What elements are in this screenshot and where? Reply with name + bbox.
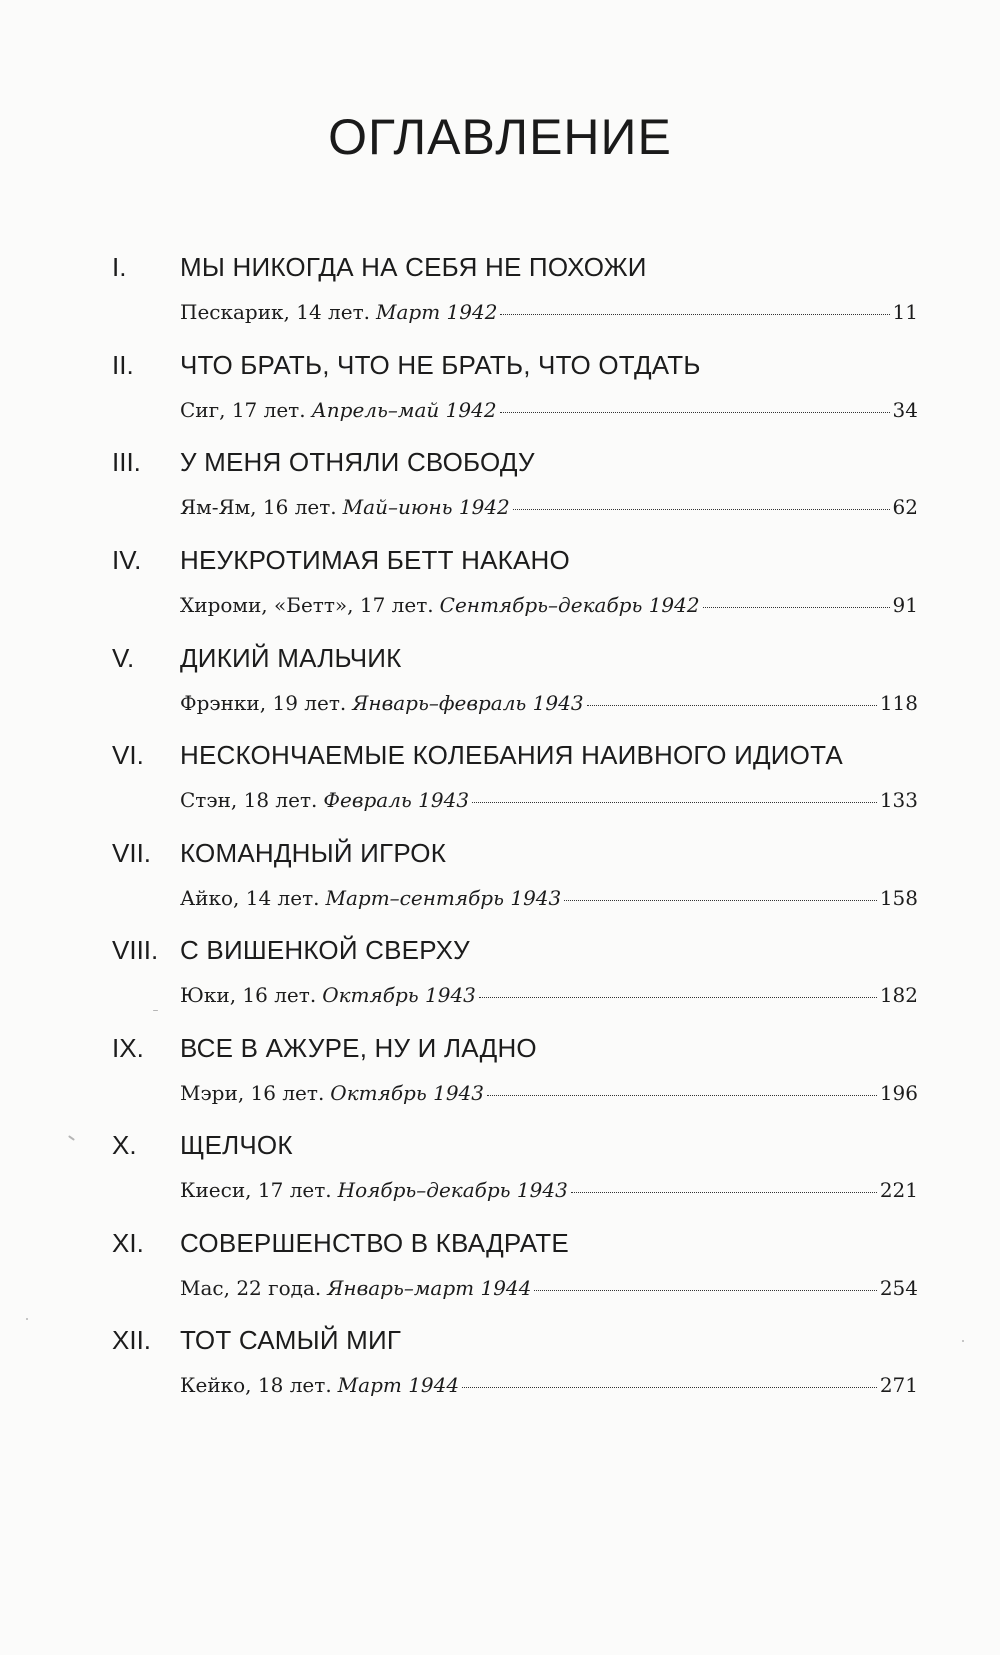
chapter-title: ЩЕЛЧОК bbox=[180, 1130, 293, 1160]
dot-leader bbox=[500, 314, 889, 315]
chapter-numeral: VIII. bbox=[112, 935, 159, 965]
page-number: 118 bbox=[879, 691, 918, 715]
chapter-numeral: XI. bbox=[112, 1228, 144, 1258]
period: Февраль 1943 bbox=[323, 788, 470, 812]
narrator: Пескарик, 14 лет. bbox=[180, 300, 371, 324]
narrator: Мэри, 16 лет. bbox=[180, 1081, 325, 1105]
period: Октябрь 1943 bbox=[322, 983, 476, 1007]
toc-entry[interactable] bbox=[0, 740, 1000, 840]
chapter-subline bbox=[180, 593, 918, 627]
chapter-subline bbox=[180, 788, 918, 822]
chapter-title: У МЕНЯ ОТНЯЛИ СВОБОДУ bbox=[180, 447, 535, 477]
chapter-numeral: VII. bbox=[112, 838, 152, 868]
toc-entry[interactable] bbox=[0, 1325, 1000, 1425]
chapter-numeral: IX. bbox=[112, 1033, 144, 1063]
chapter-title: С ВИШЕНКОЙ СВЕРХУ bbox=[180, 935, 470, 965]
dot-leader bbox=[500, 412, 890, 413]
toc-entry[interactable] bbox=[0, 643, 1000, 743]
toc-entry[interactable] bbox=[0, 1033, 1000, 1133]
narrator: Мас, 22 года. bbox=[180, 1276, 322, 1300]
page-number: 254 bbox=[879, 1276, 918, 1300]
chapter-numeral: XII. bbox=[112, 1325, 152, 1355]
chapter-title: МЫ НИКОГДА НА СЕБЯ НЕ ПОХОЖИ bbox=[180, 252, 647, 282]
toc-entry[interactable] bbox=[0, 935, 1000, 1035]
narrator: Киеси, 17 лет. bbox=[180, 1178, 332, 1202]
narrator: Хироми, «Бетт», 17 лет. bbox=[180, 593, 434, 617]
period: Март–сентябрь 1943 bbox=[325, 886, 562, 910]
page-number: 271 bbox=[879, 1373, 918, 1397]
toc-entry[interactable] bbox=[0, 1228, 1000, 1328]
dot-leader bbox=[513, 509, 890, 510]
narrator: Айко, 14 лет. bbox=[180, 886, 320, 910]
narrator: Фрэнки, 19 лет. bbox=[180, 691, 347, 715]
period: Май–июнь 1942 bbox=[342, 495, 510, 519]
chapter-numeral: III. bbox=[112, 447, 141, 477]
chapter-subline bbox=[180, 398, 918, 432]
page-title: ОГЛАВЛЕНИЕ bbox=[328, 109, 672, 165]
chapter-title: НЕСКОНЧАЕМЫЕ КОЛЕБАНИЯ НАИВНОГО ИДИОТА bbox=[180, 740, 843, 770]
dot-leader bbox=[462, 1387, 877, 1388]
scan-speck bbox=[26, 1318, 28, 1320]
period: Апрель–май 1942 bbox=[311, 398, 497, 422]
period: Октябрь 1943 bbox=[330, 1081, 484, 1105]
narrator: Стэн, 18 лет. bbox=[180, 788, 318, 812]
chapter-subline bbox=[180, 886, 918, 920]
dot-leader bbox=[487, 1095, 877, 1096]
page-number: 196 bbox=[879, 1081, 918, 1105]
scan-speck bbox=[962, 1340, 964, 1342]
chapter-subline bbox=[180, 1178, 918, 1212]
period: Январь–февраль 1943 bbox=[352, 691, 584, 715]
dot-leader bbox=[703, 607, 890, 608]
page-number: 62 bbox=[892, 495, 918, 519]
chapter-title: ВСЕ В АЖУРЕ, НУ И ЛАДНО bbox=[180, 1033, 537, 1063]
period: Ноябрь–декабрь 1943 bbox=[337, 1178, 568, 1202]
page-number: 34 bbox=[892, 398, 918, 422]
toc-entry[interactable] bbox=[0, 447, 1000, 547]
chapter-subline bbox=[180, 300, 918, 334]
chapter-title: СОВЕРШЕНСТВО В КВАДРАТЕ bbox=[180, 1228, 569, 1258]
narrator: Кейко, 18 лет. bbox=[180, 1373, 332, 1397]
scan-speck bbox=[153, 1010, 158, 1011]
chapter-subline bbox=[180, 1276, 918, 1310]
toc-entry[interactable] bbox=[0, 350, 1000, 450]
dot-leader bbox=[534, 1290, 876, 1291]
page-number: 133 bbox=[879, 788, 918, 812]
chapter-subline bbox=[180, 983, 918, 1017]
page-number: 11 bbox=[892, 300, 918, 324]
chapter-subline bbox=[180, 1373, 918, 1407]
chapter-title: КОМАНДНЫЙ ИГРОК bbox=[180, 838, 447, 868]
period: Март 1942 bbox=[376, 300, 498, 324]
chapter-title: ДИКИЙ МАЛЬЧИК bbox=[180, 643, 402, 673]
dot-leader bbox=[564, 900, 877, 901]
dot-leader bbox=[479, 997, 877, 998]
page-number: 182 bbox=[879, 983, 918, 1007]
chapter-numeral: I. bbox=[112, 252, 127, 282]
toc-entry[interactable] bbox=[0, 1130, 1000, 1230]
chapter-title: ТОТ САМЫЙ МИГ bbox=[180, 1325, 402, 1355]
chapter-numeral: V. bbox=[112, 643, 135, 673]
narrator: Юки, 16 лет. bbox=[180, 983, 317, 1007]
period: Сентябрь–декабрь 1942 bbox=[439, 593, 700, 617]
toc-entry[interactable] bbox=[0, 838, 1000, 938]
period: Март 1944 bbox=[337, 1373, 460, 1397]
dot-leader bbox=[571, 1192, 877, 1193]
chapter-numeral: II. bbox=[112, 350, 134, 380]
page-number: 158 bbox=[879, 886, 918, 910]
dot-leader bbox=[587, 705, 877, 706]
narrator: Ям-Ям, 16 лет. bbox=[180, 495, 337, 519]
toc-entry[interactable] bbox=[0, 252, 1000, 352]
chapter-subline bbox=[180, 495, 918, 529]
page-number: 221 bbox=[879, 1178, 918, 1202]
chapter-title: НЕУКРОТИМАЯ БЕТТ НАКАНО bbox=[180, 545, 570, 575]
chapter-numeral: X. bbox=[112, 1130, 137, 1160]
chapter-title: ЧТО БРАТЬ, ЧТО НЕ БРАТЬ, ЧТО ОТДАТЬ bbox=[180, 350, 701, 380]
dot-leader bbox=[472, 802, 877, 803]
narrator: Сиг, 17 лет. bbox=[180, 398, 306, 422]
toc-entry[interactable] bbox=[0, 545, 1000, 645]
page-number: 91 bbox=[892, 593, 918, 617]
chapter-subline bbox=[180, 1081, 918, 1115]
period: Январь–март 1944 bbox=[327, 1276, 532, 1300]
chapter-numeral: VI. bbox=[112, 740, 144, 770]
chapter-subline bbox=[180, 691, 918, 725]
chapter-numeral: IV. bbox=[112, 545, 142, 575]
